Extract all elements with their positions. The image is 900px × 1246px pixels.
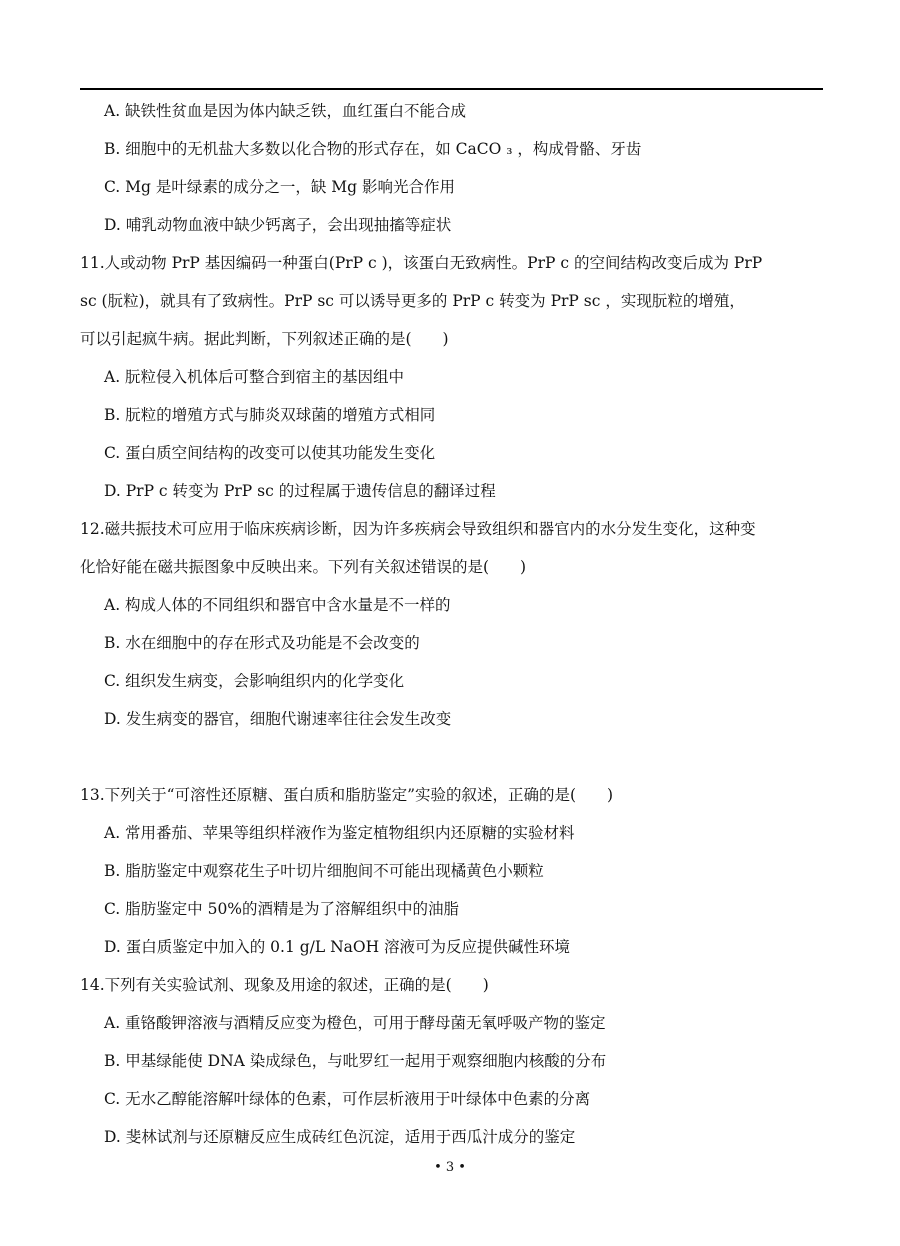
- question-12: [80, 510, 823, 738]
- q13-stem-line-1: 13.下列关于“可溶性还原糖、蛋白质和脂肪鉴定”实验的叙述，正确的是( ): [80, 786, 614, 804]
- page-number: • 3 •: [434, 1160, 466, 1175]
- q11-stem-line-3: 可以引起疯牛病。据此判断，下列叙述正确的是( ): [80, 330, 449, 348]
- question-10-options: [80, 92, 823, 244]
- question-14: [80, 966, 823, 1156]
- q11-option-d: D. PrP c 转变为 PrP sc 的过程属于遗传信息的翻译过程: [104, 482, 496, 500]
- q12-stem-line-2: 化恰好能在磁共振图象中反映出来。下列有关叙述错误的是( ): [80, 558, 527, 576]
- q10-option-a: A. 缺铁性贫血是因为体内缺乏铁，血红蛋白不能合成: [104, 102, 467, 120]
- page-content: [80, 92, 823, 1156]
- q13-option-d: D. 蛋白质鉴定中加入的 0.1 g/L NaOH 溶液可为反应提供碱性环境: [104, 938, 571, 956]
- top-rule: [80, 88, 823, 90]
- q11-stem-line-2: sc (朊粒)，就具有了致病性。PrP sc 可以诱导更多的 PrP c 转变为 PrP sc ，实现朊粒的增殖，: [80, 292, 745, 310]
- q10-option-d: D. 哺乳动物血液中缺少钙离子，会出现抽搐等症状: [104, 216, 452, 234]
- q12-option-c: C. 组织发生病变，会影响组织内的化学变化: [104, 672, 405, 690]
- q11-option-c: C. 蛋白质空间结构的改变可以使其功能发生变化: [104, 444, 436, 462]
- q10-option-c: C. Mg 是叶绿素的成分之一，缺 Mg 影响光合作用: [104, 178, 456, 196]
- q12-stem-line-1: 12.磁共振技术可应用于临床疾病诊断，因为许多疾病会导致组织和器官内的水分发生变化，这种变: [80, 520, 756, 538]
- q12-option-d: D. 发生病变的器官，细胞代谢速率往往会发生改变: [104, 710, 452, 728]
- q13-option-b: B. 脂肪鉴定中观察花生子叶切片细胞间不可能出现橘黄色小颗粒: [104, 862, 544, 880]
- q13-option-a: A. 常用番茄、苹果等组织样液作为鉴定植物组织内还原糖的实验材料: [104, 824, 575, 842]
- q14-option-a: A. 重铬酸钾溶液与酒精反应变为橙色，可用于酵母菌无氧呼吸产物的鉴定: [104, 1014, 606, 1032]
- q13-option-c: C. 脂肪鉴定中 50%的酒精是为了溶解组织中的油脂: [104, 900, 460, 918]
- q11-option-a: A. 朊粒侵入机体后可整合到宿主的基因组中: [104, 368, 405, 386]
- q11-option-b: B. 朊粒的增殖方式与肺炎双球菌的增殖方式相同: [104, 406, 436, 424]
- q10-option-b: B. 细胞中的无机盐大多数以化合物的形式存在，如 CaCO ₃ ，构成骨骼、牙齿: [104, 140, 642, 158]
- blank-gap: [80, 738, 823, 776]
- q11-stem-line-1: 11.人或动物 PrP 基因编码一种蛋白(PrP c )，该蛋白无致病性。PrP c 的空间结构改变后成为 PrP: [80, 254, 763, 272]
- q12-option-a: A. 构成人体的不同组织和器官中含水量是不一样的: [104, 596, 451, 614]
- q14-stem-line-1: 14.下列有关实验试剂、现象及用途的叙述，正确的是( ): [80, 976, 489, 994]
- question-13: [80, 776, 823, 966]
- question-11: [80, 244, 823, 510]
- q14-option-c: C. 无水乙醇能溶解叶绿体的色素，可作层析液用于叶绿体中色素的分离: [104, 1090, 591, 1108]
- q14-option-d: D. 斐林试剂与还原糖反应生成砖红色沉淀，适用于西瓜汁成分的鉴定: [104, 1128, 576, 1146]
- q14-option-b: B. 甲基绿能使 DNA 染成绿色，与吡罗红一起用于观察细胞内核酸的分布: [104, 1052, 607, 1070]
- q12-option-b: B. 水在细胞中的存在形式及功能是不会改变的: [104, 634, 420, 652]
